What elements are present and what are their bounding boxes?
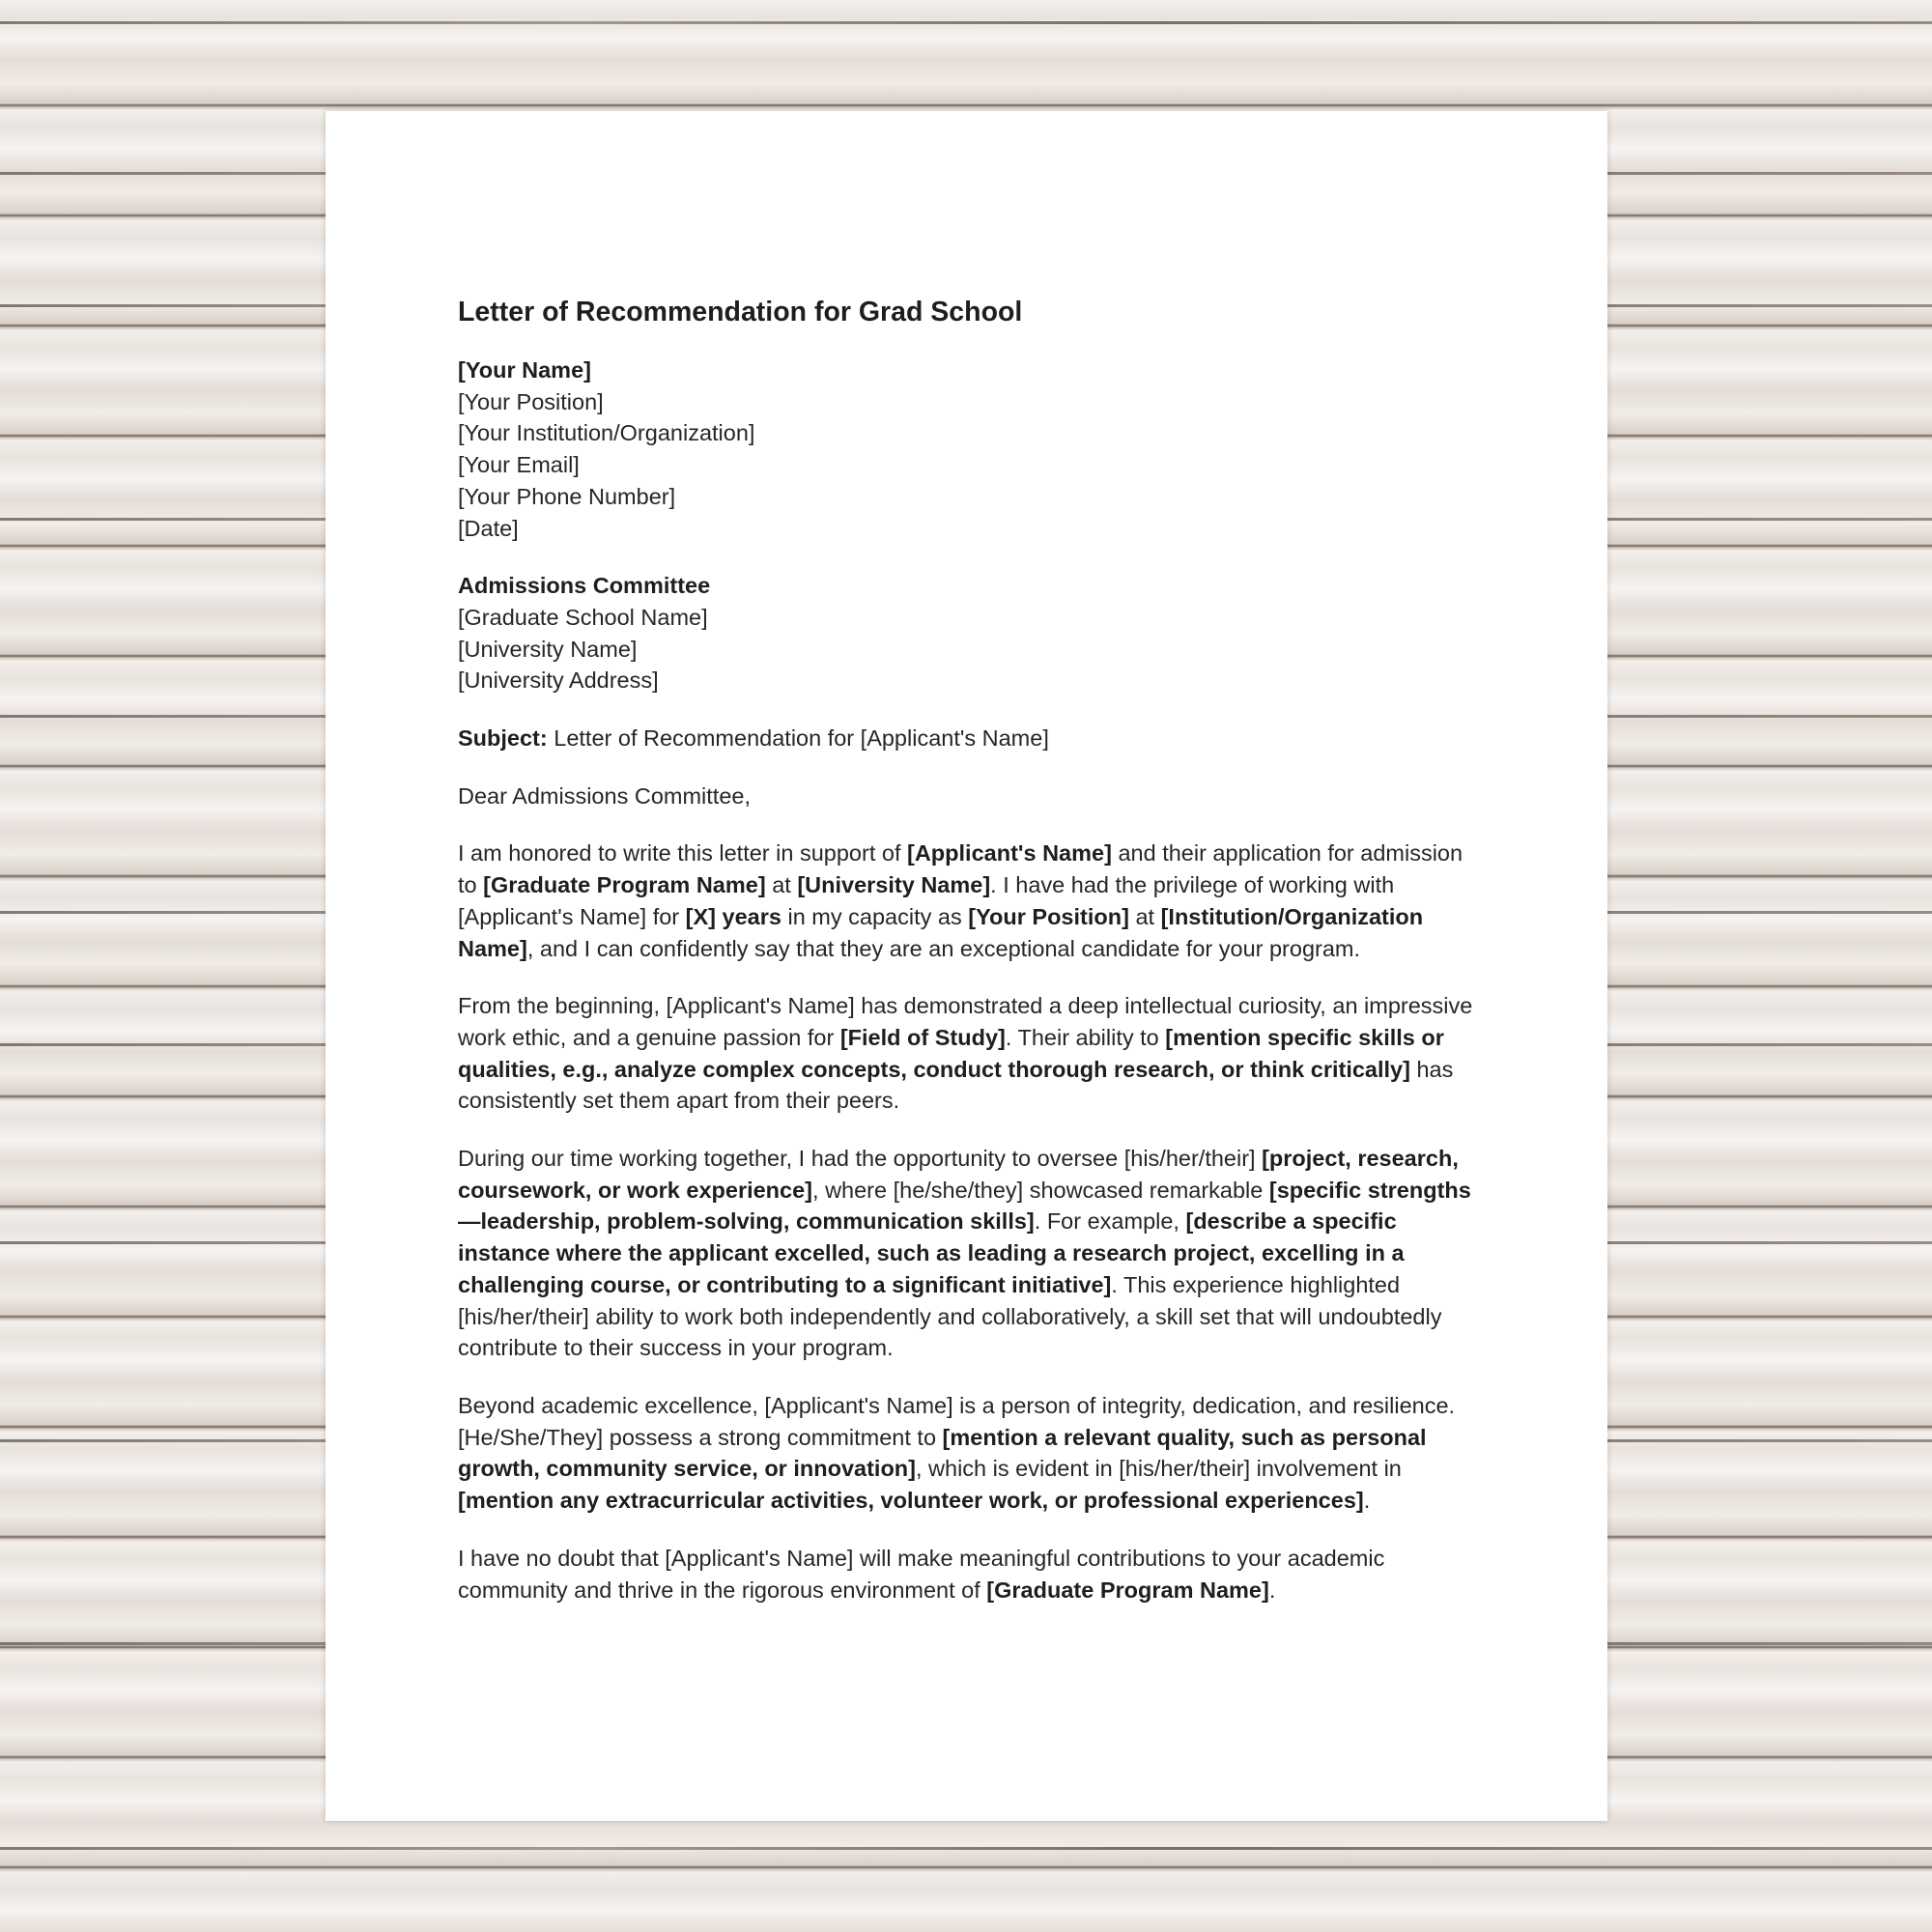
paragraph-text: . — [1363, 1488, 1371, 1514]
placeholder-emphasis: [describe a specific instance where the applicant excelled, such as leading a research project, excelling in a challenging course, or contributing to a significant initiative] — [458, 1208, 1405, 1297]
plank-seam — [0, 21, 1932, 24]
recipient-school: [Graduate School Name] — [458, 604, 708, 630]
placeholder-emphasis: [specific strengths—leadership, problem-solving, communication skills] — [458, 1177, 1471, 1235]
placeholder-emphasis: [X] years — [685, 903, 781, 929]
plank-seam — [0, 1847, 1932, 1850]
recipient-block — [458, 570, 1482, 696]
placeholder-emphasis: [mention a relevant quality, such as personal growth, community service, or innovation] — [458, 1424, 1427, 1482]
paragraph-text: I am honored to write this letter in support of — [458, 840, 908, 867]
recipient-address: [University Address] — [458, 668, 659, 694]
body-paragraph — [458, 1543, 1482, 1605]
placeholder-emphasis: [Your Position] — [968, 903, 1129, 929]
letter-date: [Date] — [458, 515, 519, 541]
placeholder-emphasis: [mention specific skills or qualities, e.g., analyze complex concepts, conduct thorough research, or think critically] — [458, 1024, 1444, 1082]
placeholder-emphasis: [Field of Study] — [839, 1024, 1006, 1050]
paragraph-text: , and I can confidently say that they are an exceptional candidate for your program. — [526, 935, 1361, 961]
paragraph-text: , which is evident in [his/her/their] involvement in — [915, 1456, 1402, 1482]
sender-email: [Your Email] — [458, 452, 580, 478]
paragraph-text: at — [1128, 903, 1161, 929]
placeholder-emphasis: [mention any extracurricular activities, volunteer work, or professional experiences] — [458, 1488, 1364, 1514]
subject-text: Letter of Recommendation for [Applicant's Name] — [547, 725, 1049, 752]
body-paragraph — [458, 838, 1482, 964]
paragraph-text: . For example, — [1034, 1208, 1186, 1235]
paragraph-text: . I have had the privilege of working with [Applicant's Name] for — [458, 872, 1395, 929]
recipient-committee: Admissions Committee — [458, 573, 711, 599]
letter-page — [326, 111, 1607, 1821]
letter-content — [458, 295, 1482, 1632]
recipient-university: [University Name] — [458, 636, 638, 662]
paragraph-text: . — [1268, 1577, 1276, 1603]
placeholder-emphasis: [Applicant's Name] — [907, 840, 1112, 867]
placeholder-emphasis: [Graduate Program Name] — [483, 872, 766, 898]
placeholder-emphasis: [Graduate Program Name] — [986, 1577, 1269, 1603]
paragraph-text: at — [765, 872, 798, 898]
paragraph-text: I have no doubt that [Applicant's Name] will make meaningful contributions to your academic community and thrive in the rigorous environment of — [458, 1545, 1385, 1603]
paragraph-text: . This experience highlighted [his/her/their] ability to work both independently and collaboratively, a skill set that will undoubtedly contribute to their success in your program. — [458, 1271, 1442, 1361]
placeholder-emphasis: [project, research, coursework, or work experience] — [458, 1146, 1459, 1203]
sender-name: [Your Name] — [458, 357, 591, 383]
placeholder-emphasis: [University Name] — [797, 872, 991, 898]
paragraph-text: Beyond academic excellence, [Applicant's Name] is a person of integrity, dedication, and resilience. [He/She/They] possess a strong commitment to — [458, 1392, 1456, 1450]
body-paragraph — [458, 990, 1482, 1117]
subject-label: Subject: — [458, 725, 548, 752]
paragraph-text: has consistently set them apart from their peers. — [458, 1056, 1454, 1114]
subject-line — [458, 723, 1482, 754]
sender-block — [458, 355, 1482, 544]
body-paragraph — [458, 1143, 1482, 1364]
sender-institution: [Your Institution/Organization] — [458, 420, 755, 446]
paragraph-text: From the beginning, [Applicant's Name] has demonstrated a deep intellectual curiosity, an impressive work ethic, and a genuine passion for — [458, 993, 1473, 1050]
document-title: Letter of Recommendation for Grad School — [458, 297, 1023, 327]
paragraph-text: and their application for admission to — [458, 840, 1463, 898]
paragraph-text: , where [he/she/they] showcased remarkable — [812, 1177, 1269, 1203]
sender-phone: [Your Phone Number] — [458, 483, 676, 509]
sender-position: [Your Position] — [458, 388, 604, 414]
paragraph-text: During our time working together, I had the opportunity to oversee [his/her/their] — [458, 1146, 1263, 1172]
body-paragraph — [458, 1390, 1482, 1517]
placeholder-emphasis: [Institution/Organization Name] — [458, 903, 1424, 961]
paragraph-text: in my capacity as — [781, 903, 969, 929]
letter-body — [458, 838, 1482, 1605]
paragraph-text: . Their ability to — [1005, 1024, 1166, 1050]
salutation: Dear Admissions Committee, — [458, 782, 751, 809]
